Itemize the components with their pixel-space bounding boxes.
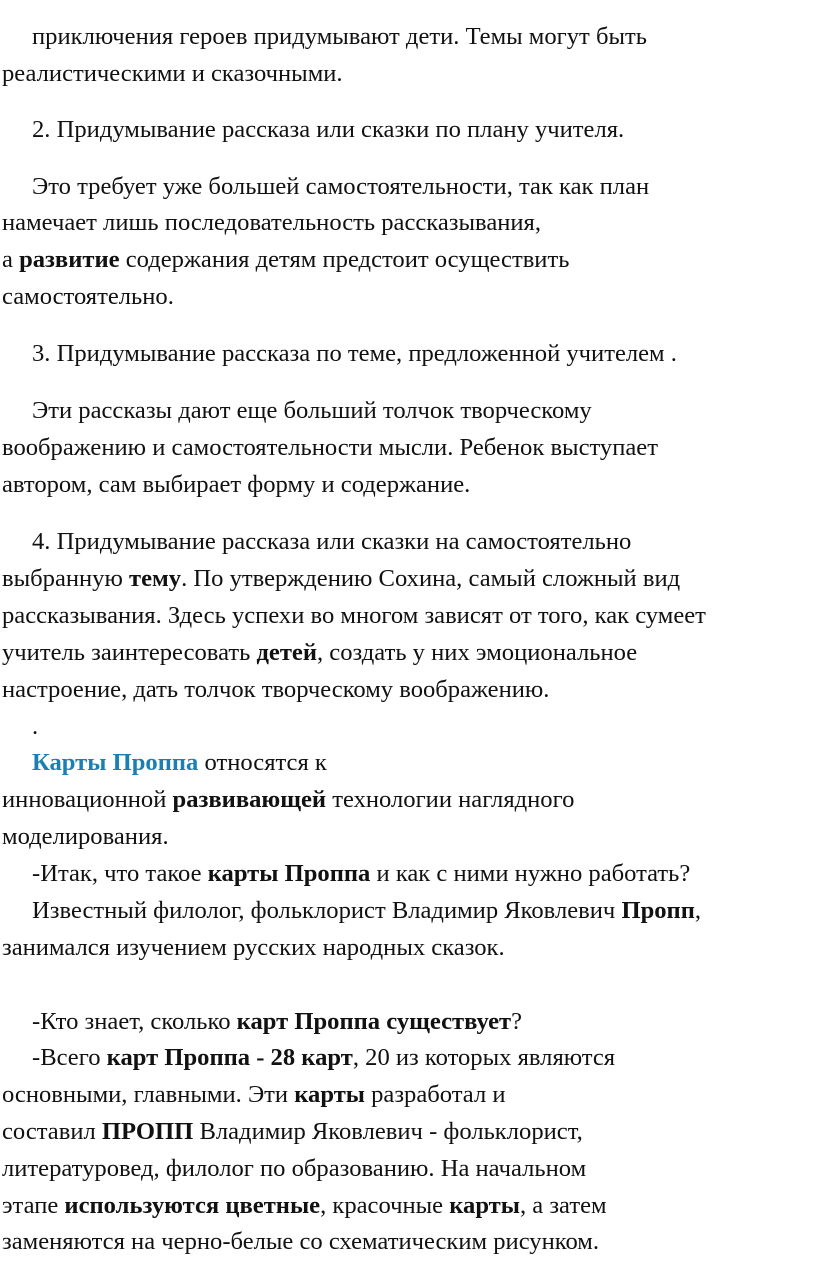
text-line: самостоятельно. xyxy=(2,283,174,310)
text-line: -Итак, что такое карты Проппа и как с ними нужно работать? xyxy=(32,860,691,887)
text-line: составил ПРОПП Владимир Яковлевич - фольклорист, xyxy=(2,1118,583,1145)
text-line: Это требует уже большей самостоятельности, так как план xyxy=(32,173,650,200)
bold-term: детей xyxy=(256,639,317,666)
bold-term: ПРОПП xyxy=(101,1118,194,1145)
highlighted-term: Карты Проппа xyxy=(32,749,199,776)
numbered-item-3: 3. Придумывание рассказа по теме, предложенной учителем . xyxy=(32,340,677,367)
bold-term: Пропп xyxy=(621,897,695,924)
text-line: инновационной развивающей технологии наглядного xyxy=(2,786,575,813)
text-line: основными, главными. Эти карты разработал и xyxy=(2,1081,506,1108)
text-line: -Всего карт Проппа - 28 карт, 20 из которых являются xyxy=(32,1044,616,1071)
separator-dot: . xyxy=(32,713,39,740)
text-line: этапе используются цветные, красочные карты, а затем xyxy=(2,1192,607,1219)
text-line: литературовед, филолог по образованию. На начальном xyxy=(2,1155,587,1182)
numbered-item-2: 2. Придумывание рассказа или сказки по плану учителя. xyxy=(32,116,625,143)
text-line: -Кто знает, сколько карт Проппа существует? xyxy=(32,1008,522,1035)
bold-term: карт Проппа существует xyxy=(236,1008,512,1035)
text-line: Карты Проппа относятся к xyxy=(32,749,327,776)
text-line: а развитие содержания детям предстоит осуществить xyxy=(2,246,570,273)
text-line: намечает лишь последовательность рассказывания, xyxy=(2,209,542,236)
text-line: автором, сам выбирает форму и содержание. xyxy=(2,471,471,498)
text-line: Известный филолог, фольклорист Владимир Яковлевич Пропп, xyxy=(32,897,702,924)
text-line: рассказывания. Здесь успехи во многом зависят от того, как сумеет xyxy=(2,602,706,629)
text-line: выбранную тему. По утверждению Сохина, самый сложный вид xyxy=(2,565,681,592)
text-line: моделирования. xyxy=(2,823,169,850)
bold-term: используются цветные xyxy=(64,1192,321,1219)
bold-term: тему xyxy=(129,565,182,592)
text-line: занимался изучением русских народных сказок. xyxy=(2,934,505,961)
bold-term: карты xyxy=(449,1192,520,1219)
text-line: Эти рассказы дают еще больший толчок творческому xyxy=(32,397,592,424)
bold-term: карты Проппа xyxy=(207,860,371,887)
bold-term: карт Проппа - 28 карт xyxy=(106,1044,353,1071)
text-line: приключения героев придумывают дети. Темы могут быть xyxy=(32,23,647,50)
text-line: реалистическими и сказочными. xyxy=(2,60,343,87)
numbered-item-4: 4. Придумывание рассказа или сказки на самостоятельно xyxy=(32,528,632,555)
bold-term: карты xyxy=(294,1081,365,1108)
text-line: воображению и самостоятельности мысли. Ребенок выступает xyxy=(2,434,658,461)
text-line: заменяются на черно-белые со схематическим рисунком. xyxy=(2,1228,599,1255)
text-line: настроение, дать толчок творческому воображению. xyxy=(2,676,550,703)
bold-term: развитие xyxy=(19,246,120,273)
bold-term: развивающей xyxy=(172,786,327,813)
text-line: учитель заинтересовать детей, создать у них эмоциональное xyxy=(2,639,638,666)
